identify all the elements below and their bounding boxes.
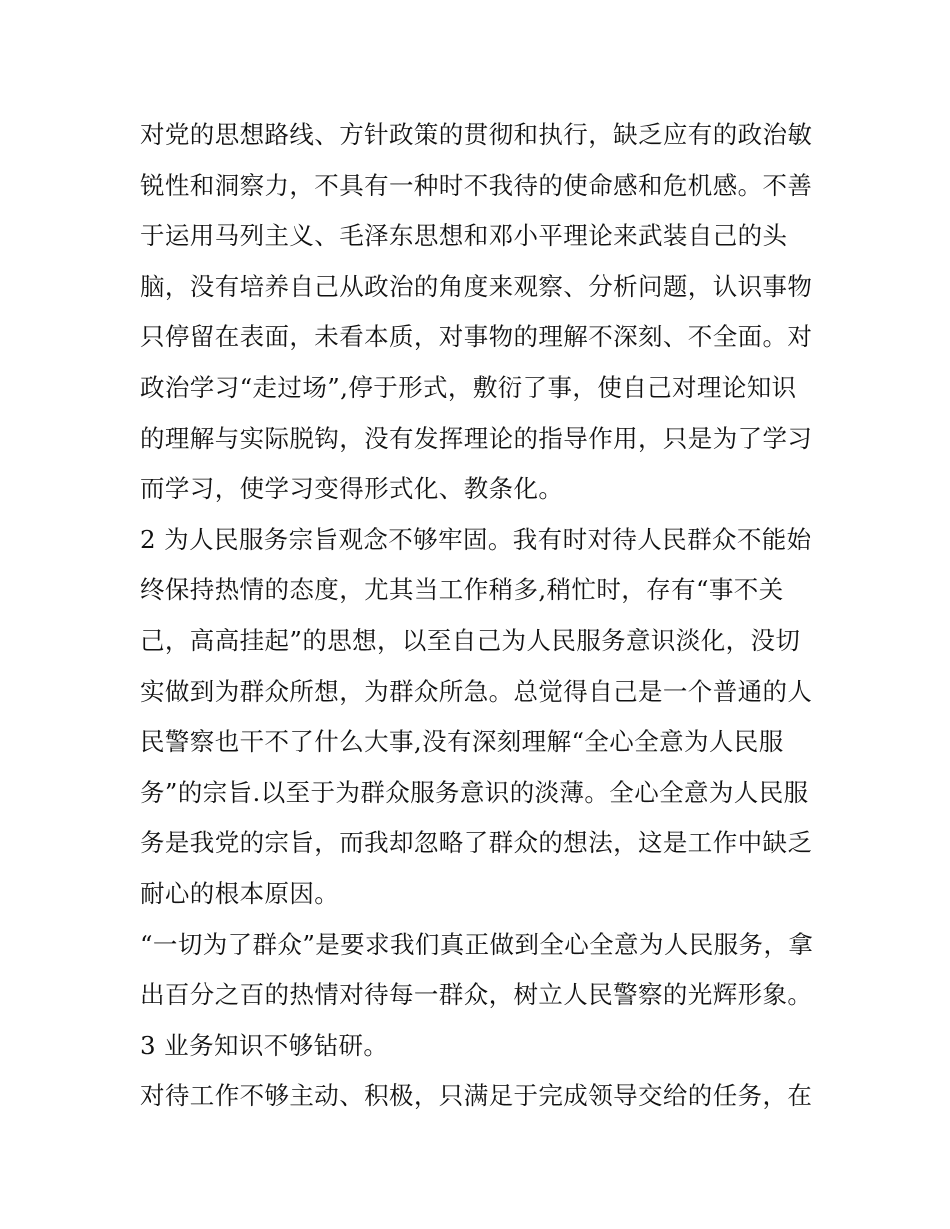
text-line: 民警察也干不了什么大事,没有深刻理解“全心全意为人民服 [140, 727, 784, 757]
document-body [140, 110, 820, 1122]
text-line: 3 业务知识不够钻研。 [140, 1030, 389, 1060]
text-line: 务是我党的宗旨，而我却忽略了群众的想法，这是工作中缺乏 [140, 828, 813, 858]
text-line: 锐性和洞察力，不具有一种时不我待的使命感和危机感。不善 [140, 170, 813, 200]
text-line: 对待工作不够主动、积极，只满足于完成领导交给的任务，在 [140, 1081, 813, 1111]
text-line: 终保持热情的态度，尤其当工作稍多,稍忙时，存有“事不关 [140, 575, 784, 605]
text-line: 只停留在表面，未看本质，对事物的理解不深刻、不全面。对 [140, 322, 813, 352]
text-line: 耐心的根本原因。 [140, 878, 340, 908]
text-line: 于运用马列主义、毛泽东思想和邓小平理论来武装自己的头 [140, 221, 788, 251]
text-line: 政治学习“走过场”,停于形式，敷衍了事，使自己对理论知识 [140, 372, 797, 402]
text-line: 对党的思想路线、方针政策的贯彻和执行，缺乏应有的政治敏 [140, 120, 813, 149]
text-line: 出百分之百的热情对待每一群众，树立人民警察的光辉形象。 [140, 980, 813, 1010]
text-line: 而学习，使学习变得形式化、教条化。 [140, 474, 564, 504]
text-line: 己，高高挂起”的思想，以至自己为人民服务意识淡化，没切 [140, 625, 801, 655]
text-line: 脑，没有培养自己从政治的角度来观察、分析问题，认识事物 [140, 271, 813, 301]
text-line: 的理解与实际脱钩，没有发挥理论的指导作用，只是为了学习 [140, 423, 813, 453]
text-line: 务”的宗旨.以至于为群众服务意识的淡薄。全心全意为人民服 [140, 777, 809, 807]
text-line: 实做到为群众所想，为群众所急。总觉得自己是一个普通的人 [140, 676, 813, 706]
text-line: “一切为了群众”是要求我们真正做到全心全意为人民服务，拿 [140, 929, 814, 959]
text-line: 2 为人民服务宗旨观念不够牢固。我有时对待人民群众不能始 [140, 524, 812, 554]
